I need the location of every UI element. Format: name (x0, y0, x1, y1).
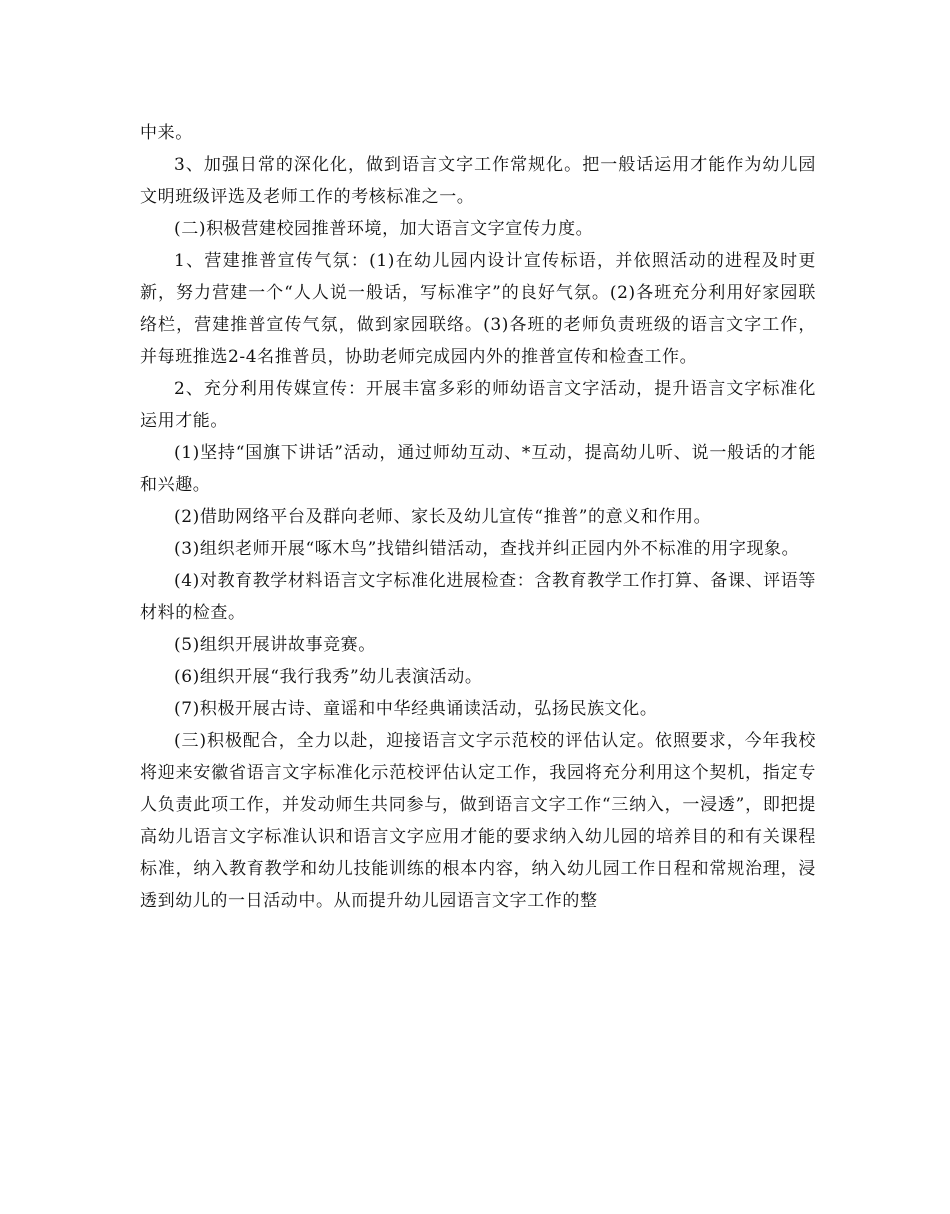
list-item: (5)组织开展讲故事竞赛。 (174, 635, 376, 655)
paragraph: (三)积极配合，全力以赴，迎接语言文字示范校的评估认定。依照要求，今年我校将迎来安徽省语言文字标准化示范校评估认定工作，我园将充分利用这个契机，指定专人负责此项工作，并发动师生共同参与，做到语言文字工作“三纳入，一浸透”，即把提高幼儿语言文字标准认识和语言文字应用才能的要求纳入幼儿园的培养目的和有关课程标准，纳入教育教学和幼儿技能训练的根本内容，纳入幼儿园工作日程和常规治理，浸透到幼儿的一日活动中。从而提升幼儿园语言文字工作的整 (140, 731, 816, 911)
list-item: (3)组织老师开展“啄木鸟”找错纠错活动，查找并纠正园内外不标准的用字现象。 (174, 539, 800, 559)
section-heading: (二)积极营建校园推普环境，加大语言文字宣传力度。 (174, 219, 594, 239)
list-item: (1)坚持“国旗下讲话”活动，通过师幼互动、*互动，提高幼儿听、说一般话的才能和兴趣。 (140, 443, 816, 495)
list-item: (4)对教育教学材料语言文字标准化进展检查：含教育教学工作打算、备课、评语等材料的检查。 (140, 571, 816, 623)
paragraph: 3、加强日常的深化化，做到语言文字工作常规化。把一般话运用才能作为幼儿园文明班级评选及老师工作的考核标准之一。 (140, 155, 816, 207)
document-body (140, 117, 816, 917)
paragraph: 2、充分利用传媒宣传：开展丰富多彩的师幼语言文字活动，提升语言文字标准化运用才能。 (140, 379, 816, 431)
paragraph: 中来。 (140, 123, 193, 143)
list-item: (6)组织开展“我行我秀”幼儿表演活动。 (174, 667, 483, 687)
list-item: (2)借助网络平台及群向老师、家长及幼儿宣传“推普”的意义和作用。 (174, 507, 712, 527)
paragraph: 1、营建推普宣传气氛：(1)在幼儿园内设计宣传标语，并依照活动的进程及时更新，努力营建一个“人人说一般话，写标准字”的良好气氛。(2)各班充分利用好家园联络栏，营建推普宣传气氛，做到家园联络。(3)各班的老师负责班级的语言文字工作，并每班推选2-4名推普员，协助老师完成园内外的推普宣传和检查工作。 (140, 251, 816, 367)
list-item: (7)积极开展古诗、童谣和中华经典诵读活动，弘扬民族文化。 (174, 699, 658, 719)
